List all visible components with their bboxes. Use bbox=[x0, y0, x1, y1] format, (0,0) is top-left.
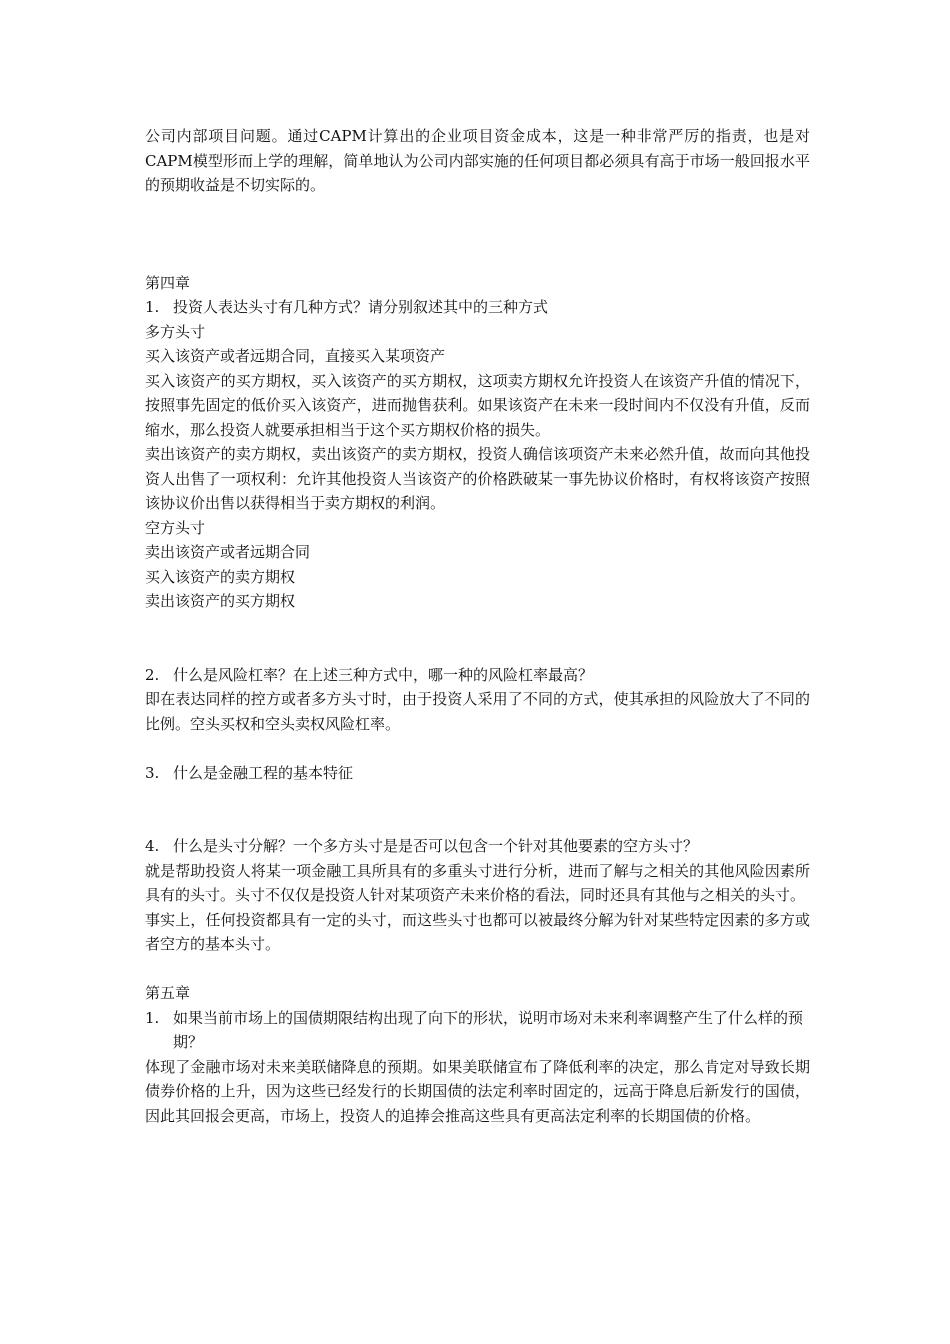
question-number: 4. bbox=[145, 837, 160, 855]
chapter5-answer-1: 体现了金融市场对未来美联储降息的预期。如果美联储宣布了降低利率的决定，那么肯定对导致长期债券价格的上升，因为这些已经发行的长期国债的法定利率时固定的，远高于降息后新发行的国债，因此其回报会更高，市场上，投资人的追捧会推高这些具有更高法定利率的长期国债的价格。 bbox=[145, 1057, 810, 1125]
long-position-item: 卖出该资产的卖方期权，卖出该资产的卖方期权，投资人确信该项资产未来必然升值，故而向其他投资人出售了一项权利：允许其他投资人当该资产的价格跌破某一事先协议价格时，有权将该资产按照该协议价出售以获得相当于卖方期权的利润。 bbox=[145, 445, 810, 512]
question-text: 什么是头寸分解？一个多方头寸是是否可以包含一个针对其他要素的空方头寸？ bbox=[173, 837, 699, 855]
question-text: 如果当前市场上的国债期限结构出现了向下的形状，说明市场对未来利率调整产生了什么样的预期？ bbox=[173, 1008, 804, 1051]
chapter5-heading: 第五章 bbox=[145, 984, 191, 1002]
long-position-heading: 多方头寸 bbox=[145, 322, 206, 341]
short-position-heading: 空方头寸 bbox=[145, 518, 206, 537]
spacer bbox=[145, 736, 810, 761]
question-number: 3. bbox=[145, 763, 160, 782]
chapter4-question-1 bbox=[145, 295, 810, 320]
chapter4-question-3 bbox=[145, 761, 810, 786]
long-position-item: 买入该资产或者远期合同，直接买入某项资产 bbox=[145, 347, 446, 365]
spacer bbox=[145, 785, 810, 834]
short-position-item: 卖出该资产的买方期权 bbox=[145, 592, 296, 610]
question-text: 什么是风险杠率？在上述三种方式中，哪一种的风险杠率最高？ bbox=[173, 665, 594, 684]
long-position-item: 买入该资产的买方期权，买入该资产的买方期权，这项卖方期权允许投资人在该资产升值的情况下，按照事先固定的低价买入该资产，进而抛售获利。如果该资产在未来一段时间内不仅没有升值，反而缩水，那么投资人就要承担相当于这个买方期权价格的损失。 bbox=[145, 371, 810, 439]
short-position-item: 卖出该资产或者远期合同 bbox=[145, 543, 311, 561]
question-number: 2. bbox=[145, 665, 160, 684]
question-number: 1. bbox=[145, 298, 160, 316]
spacer bbox=[145, 957, 810, 982]
short-position-item: 买入该资产的卖方期权 bbox=[145, 567, 296, 586]
spacer bbox=[145, 614, 810, 663]
chapter4-heading: 第四章 bbox=[145, 273, 191, 292]
chapter5-question-1 bbox=[145, 1006, 810, 1055]
chapter4-question-2 bbox=[145, 663, 810, 688]
question-text: 投资人表达头寸有几种方式？请分别叙述其中的三种方式 bbox=[173, 298, 549, 316]
question-text: 什么是金融工程的基本特征 bbox=[173, 763, 354, 782]
intro-paragraph: 公司内部项目问题。通过CAPM计算出的企业项目资金成本，这是一种非常严厉的指责，也是对CAPM模型形而上学的理解，简单地认为公司内部实施的任何项目都必须具有高于市场一般回报水平的预期收益是不切实际的。 bbox=[145, 127, 810, 194]
spacer bbox=[145, 198, 810, 271]
document-page bbox=[145, 124, 810, 1128]
chapter4-answer-4-paragraph: 事实上，任何投资都具有一定的头寸，而这些头寸也都可以被最终分解为针对某些特定因素的多方或者空方的基本头寸。 bbox=[145, 910, 810, 953]
chapter4-answer-4-paragraph: 就是帮助投资人将某一项金融工具所具有的多重头寸进行分析，进而了解与之相关的其他风险因素所具有的头寸。头寸不仅仅是投资人针对某项资产未来价格的看法，同时还具有其他与之相关的头寸。 bbox=[145, 861, 810, 904]
question-number: 1. bbox=[145, 1008, 160, 1027]
chapter4-question-4 bbox=[145, 834, 810, 859]
chapter4-answer-2: 即在表达同样的控方或者多方头寸时，由于投资人采用了不同的方式，使其承担的风险放大了不同的比例。空头买权和空头卖权风险杠率。 bbox=[145, 690, 810, 733]
